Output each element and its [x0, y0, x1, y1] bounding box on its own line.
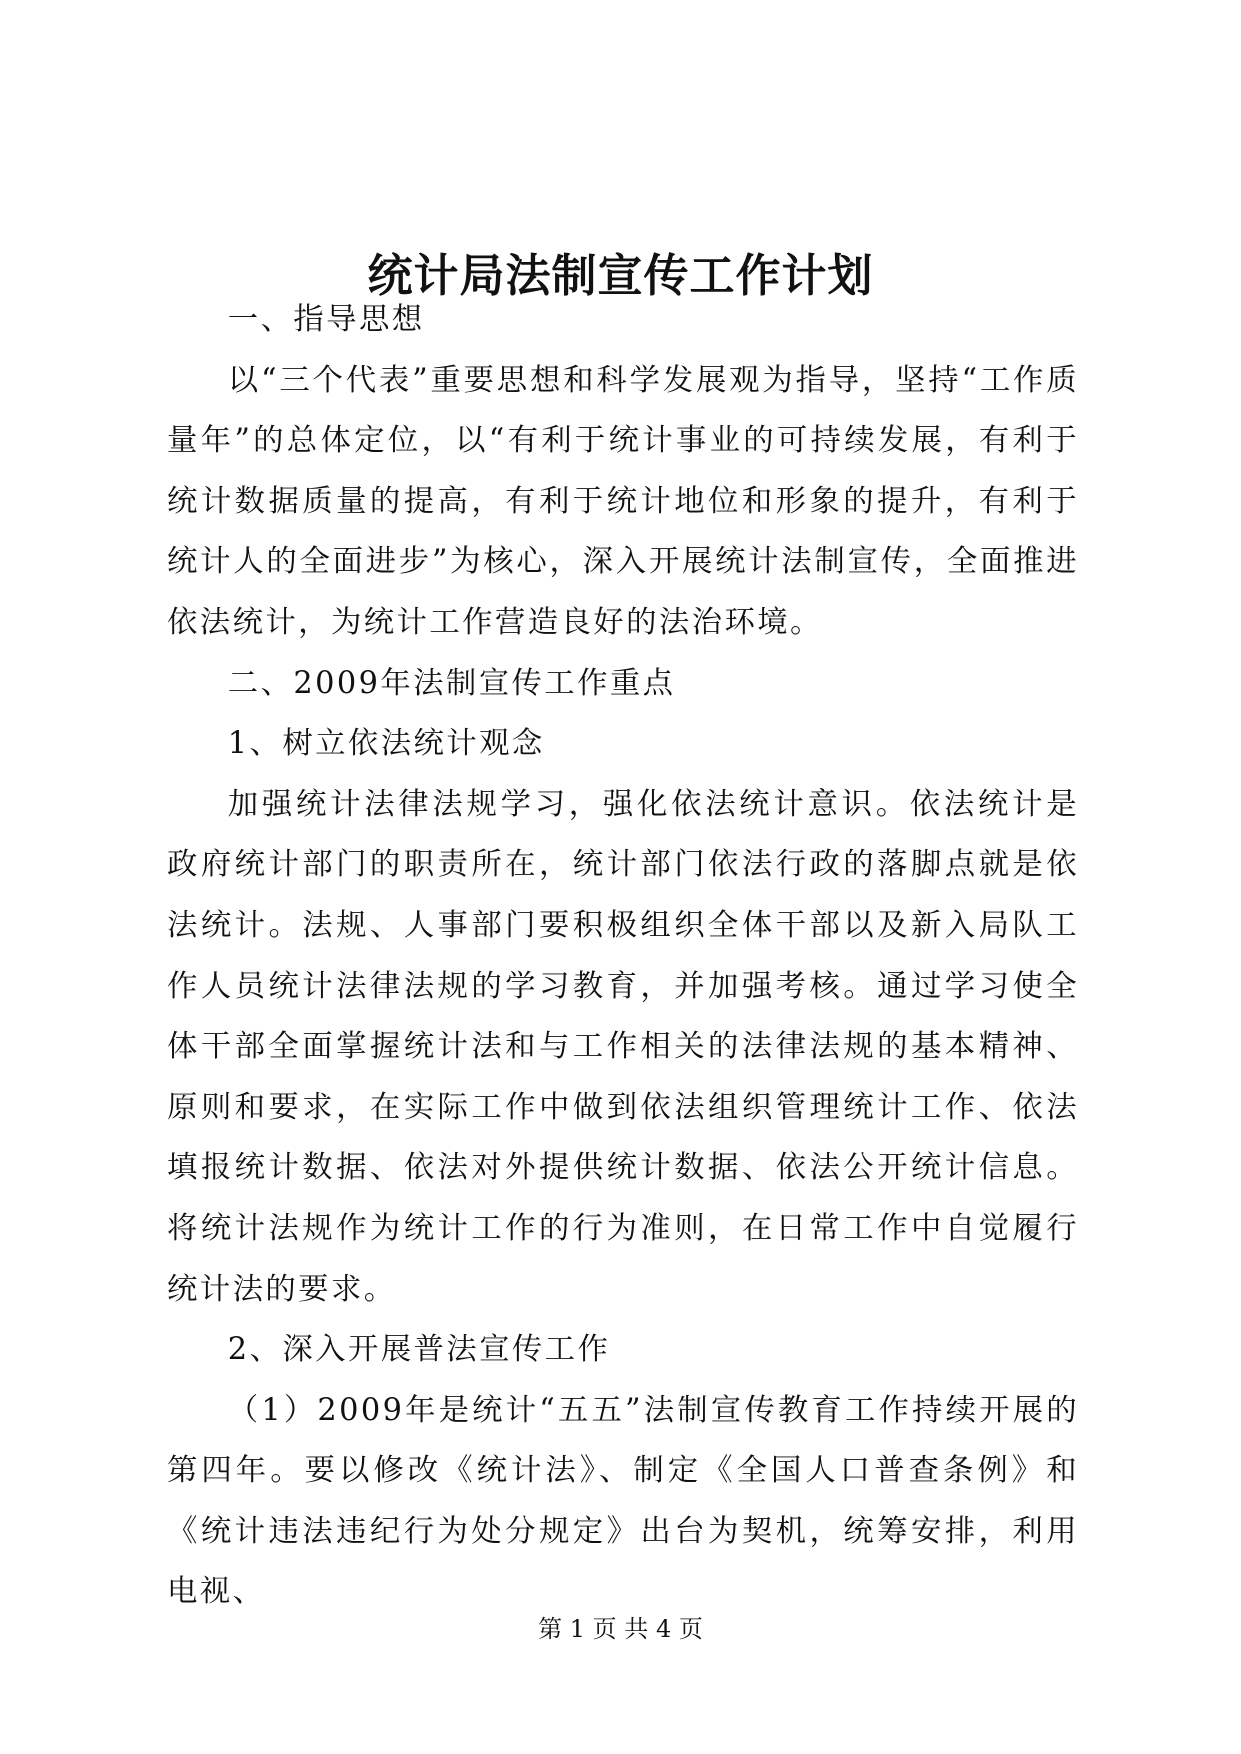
document-title: 统计局法制宣传工作计划: [367, 249, 874, 303]
subheading-establish-concept: 1、树立依法统计观念: [227, 726, 545, 762]
subheading-publicity-work: 2、深入开展普法宣传工作: [227, 1332, 611, 1368]
paragraph-publicity-work: （1）2009年是统计“五五”法制宣传教育工作持续开展的第四年。要以修改《统计法》、制定《全国人口普查条例》和《统计违法违纪行为处分规定》出台为契机，统筹安排，利用电视、: [167, 1392, 1079, 1610]
heading-guiding-ideology: 一、指导思想: [227, 302, 425, 337]
document-body: [167, 290, 1079, 1623]
paragraph-guiding-ideology: 以“三个代表”重要思想和科学发展观为指导，坚持“工作质量年”的总体定位，以“有利于统计事业的可持续发展，有利于统计数据质量的提高，有利于统计地位和形象的提升，有利于统计人的全面进步”为核心，深入开展统计法制宣传，全面推进依法统计，为统计工作营造良好的法治环境。: [167, 362, 1079, 640]
paragraph-establish-concept: 加强统计法律法规学习，强化依法统计意识。依法统计是政府统计部门的职责所在，统计部门依法行政的落脚点就是依法统计。法规、人事部门要积极组织全体干部以及新入局队工作人员统计法律法规的学习教育，并加强考核。通过学习使全体干部全面掌握统计法和与工作相关的法律法规的基本精神、原则和要求，在实际工作中做到依法组织管理统计工作、依法填报统计数据、依法对外提供统计数据、依法公开统计信息。将统计法规作为统计工作的行为准则，在日常工作中自觉履行统计法的要求。: [167, 786, 1079, 1307]
heading-2009-key-points: 二、2009年法制宣传工作重点: [227, 665, 676, 701]
page-number-footer: 第 1 页 共 4 页: [538, 1615, 703, 1643]
